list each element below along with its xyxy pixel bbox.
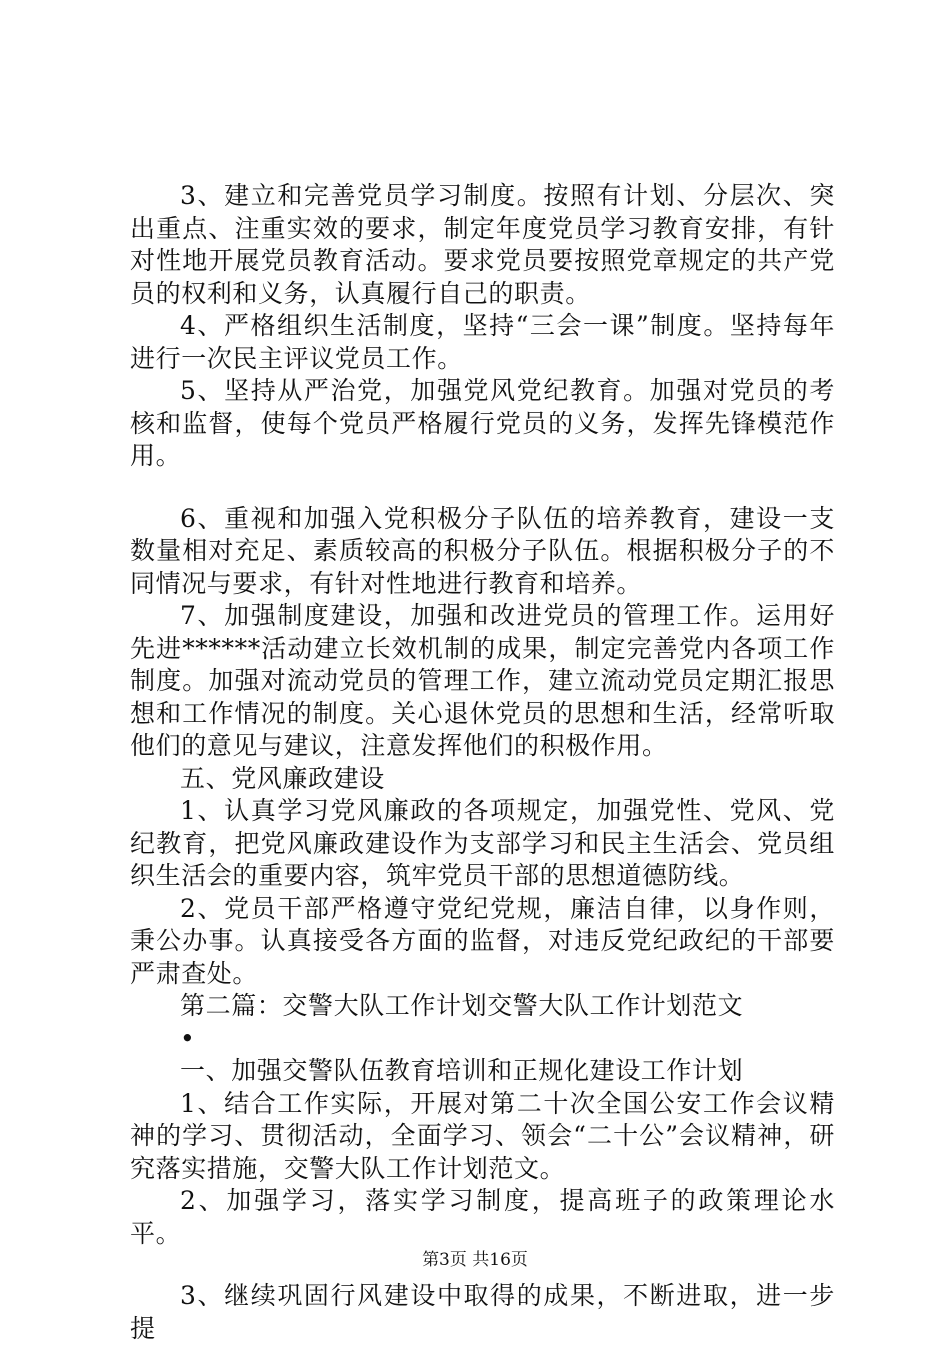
- paragraph: 7、加强制度建设，加强和改进党员的管理工作。运用好先进******活动建立长效机制的成果，制定完善党内各项工作制度。加强对流动党员的管理工作，建立流动党员定期汇报思想和工作情况的制度。关心退休党员的思想和生活，经常听取他们的意见与建议，注意发挥他们的积极作用。: [130, 601, 835, 760]
- paragraph: 3、继续巩固行风建设中取得的成果，不断进取，进一步提: [130, 1281, 835, 1343]
- page-number-footer: 第3页 共16页: [422, 1250, 528, 1270]
- section-heading: 一、加强交警队伍教育培训和正规化建设工作计划: [180, 1056, 744, 1085]
- paragraph: 3、建立和完善党员学习制度。按照有计划、分层次、突出重点、注重实效的要求，制定年度党员学习教育安排，有针对性地开展党员教育活动。要求党员要按照党章规定的共产党员的权利和义务，认真履行自己的职责。: [130, 181, 835, 308]
- paragraph: 6、重视和加强入党积极分子队伍的培养教育，建设一支数量相对充足、素质较高的积极分子队伍。根据积极分子的不同情况与要求，有针对性地进行教育和培养。: [130, 503, 835, 598]
- paragraph: 2、党员干部严格遵守党纪党规，廉洁自律，以身作则，秉公办事。认真接受各方面的监督，对违反党纪政纪的干部要严肃查处。: [130, 893, 835, 988]
- chapter-heading: 第二篇：交警大队工作计划交警大队工作计划范文: [180, 991, 744, 1020]
- section-heading: 五、党风廉政建设: [180, 763, 385, 793]
- document-body: [130, 180, 835, 1345]
- paragraph: 2、加强学习，落实学习制度，提高班子的政策理论水平。: [130, 1186, 835, 1248]
- paragraph: 1、结合工作实际，开展对第二十次全国公安工作会议精神的学习、贯彻活动，全面学习、领会“二十公”会议精神，研究落实措施，交警大队工作计划范文。: [130, 1088, 835, 1183]
- paragraph: 5、坚持从严治党，加强党风党纪教育。加强对党员的考核和监督，使每个党员严格履行党员的义务，发挥先锋模范作用。: [130, 376, 835, 470]
- bullet-marker: •: [180, 1023, 196, 1053]
- paragraph-gap: [130, 473, 835, 503]
- paragraph: 4、严格组织生活制度，坚持“三会一课”制度。坚持每年进行一次民主评议党员工作。: [130, 311, 835, 373]
- paragraph: 1、认真学习党风廉政的各项规定，加强党性、党风、党纪教育，把党风廉政建设作为支部学习和民主生活会、党员组织生活会的重要内容，筑牢党员干部的思想道德防线。: [130, 796, 835, 890]
